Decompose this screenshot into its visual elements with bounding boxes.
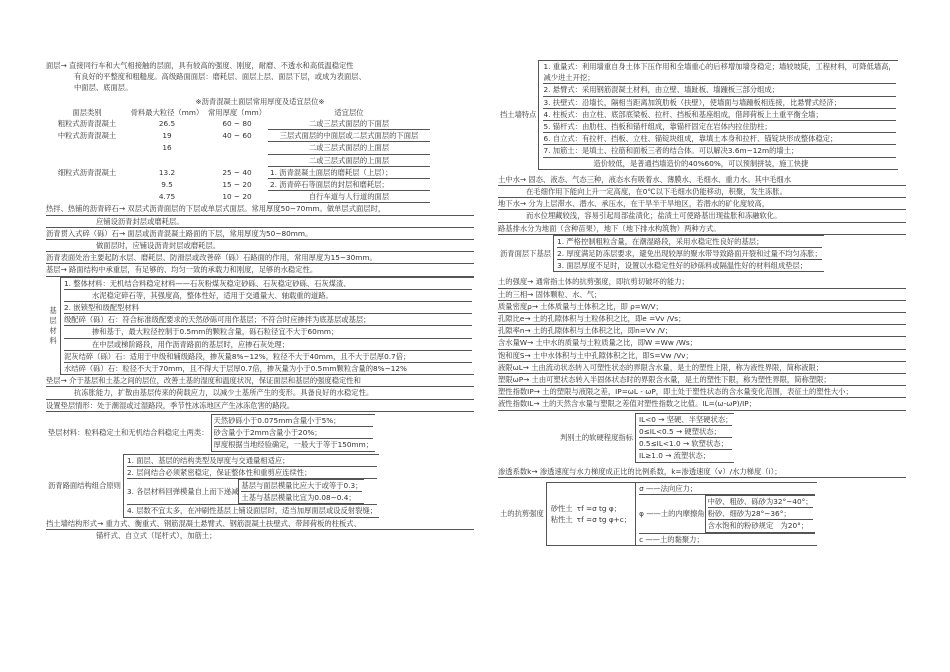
mix-cell-type xyxy=(46,154,128,166)
list-item: 3. 各层材料回弹模量自上而下递减 xyxy=(126,487,239,496)
penetration-macadam-1: 沥青贯入式碎（砾）石→ 面层或沥青混凝土路面的下层，常用厚度为50~80mm。 xyxy=(46,228,474,240)
cushion-layer-3: 设置垫层情形：处于潮湿或过湿路段，季节性冰冻地区产生冰冻危害的路段。 xyxy=(46,400,474,412)
groundwater-2: 而水位埋藏较浅，容易引起局部盐渍化；盐渍土可使路基出现盐胀和冻融软化。 xyxy=(498,210,906,222)
list-item: 2. 厚度满足防冻层要求，避免出现较厚的聚水带导致路面开裂和过量不均匀冻胀； xyxy=(557,248,822,260)
list-item: 基层与面层模量比应大于或等于0.3； xyxy=(241,480,362,492)
mix-cell-type: 中粒式沥青混凝土 xyxy=(57,131,117,141)
table-row xyxy=(46,130,430,142)
mix-header-thickness: 常用厚度（mm） xyxy=(208,107,266,117)
list-item: 0≤IL<0.5 → 硬塑状态； xyxy=(639,426,732,438)
list-item: 3. 面层厚度不足时，设置以水稳定性好的砂砾料或隔温性好的材料组成垫层； xyxy=(557,261,808,271)
cushion-layer-1: 垫层→ 介于基层和土基之间的层位，改善土基的湿度和温度状况，保证面层和基层的强度稳定性和 xyxy=(46,375,474,387)
surface-layer-intro-2: 有良好的平整度和粗糙度。高级路面面层：磨耗层、面层上层、面层下层，或成为表面层、 xyxy=(74,72,366,82)
list-item: 水泥稳定碎石等，其强度高，整体性好，适用于交通量大、轴载重的道路。 xyxy=(64,290,472,302)
pavement-base-block xyxy=(498,235,824,273)
list-item: 5. 锚杆式：由肋柱、挡板和锚杆组成，靠锚杆固定在岩体内拉住肋柱； xyxy=(543,121,896,133)
table-row xyxy=(46,118,430,130)
shear-soil-name: 砂性土 xyxy=(550,503,573,513)
list-item: 1. 严格控制粗粒含量，在潮湿路段，采用水稳定性良好的基层； xyxy=(557,236,822,248)
table-row xyxy=(46,154,430,166)
retaining-wall-types-2: 锚杆式、自立式（尾杆式），加筋土； xyxy=(96,530,217,540)
list-item: 1. 重量式：利用墙重自身土体下压作用和全墙重心的后移增加墙身稳定；墙较坡陡，工程材料，可降低墙高，减少进土开挖； xyxy=(543,61,896,84)
soil-property: 液性指数IL→ 土的天然含水量与塑限之差值对塑性指数之比值。IL=(ω-ωP)/IP； xyxy=(498,398,906,410)
shear-formula: τf =σ tg φ+c； xyxy=(576,514,632,524)
mix-table-title: ※沥青混凝土面层常用厚度及适宜层位※ xyxy=(195,96,325,106)
mix-cell-layer: 2. 沥青碎石等面层的封层和磨耗层； xyxy=(268,179,430,191)
list-item: 在中层或梯阶路段，用作沥青路面的基层时，应掺石灰处理； xyxy=(64,339,472,351)
mix-cell-type xyxy=(46,179,128,191)
drainage: 路基排水分为地面（含种苗果），地下（地下排水构筑物）两种方式。 xyxy=(498,223,906,235)
list-item: 2. 层间结合必须紧密稳定，保证整体性和重剪应连续性； xyxy=(127,467,377,479)
mix-cell-type xyxy=(46,142,128,154)
mix-table-header xyxy=(46,107,430,118)
list-item: 掺和基于，最大粒径控制于0.5mm的颗粒含量，砾石粒径宜不大于60mm； xyxy=(64,326,472,338)
list-item: 泥灰结碎（砾）石：适用于中级和辅级路段，掺灰量8%~12%，粒径不大于40mm，且不大于层厚0.7倍； xyxy=(64,351,472,363)
table-row xyxy=(46,142,430,154)
list-item: 造价较低，是普通挡墙造价的40%60%，可以预制拼装，施工快捷 xyxy=(593,158,809,168)
surface-treatment: 沥青表面处治主要起防水层、磨耗层、防滑层或改善碎（砾）石路面的作用，常用厚度为15~30mm。 xyxy=(46,252,474,264)
mix-cell-size: 26.5 xyxy=(158,119,176,129)
cushion-layer-2: 抗冻胀能力，扩散由基层传来的荷载应力，以减少土基所产生的变形。具备良好的水稳定性。 xyxy=(46,387,474,399)
base-material-label: 基层材料 xyxy=(49,305,57,345)
mix-cell-layer: 1. 沥青混凝土面层的磨耗层（上层）； xyxy=(268,166,430,178)
list-item: φ ——土的内摩擦角 xyxy=(639,509,705,519)
table-row xyxy=(46,166,430,178)
mix-cell-thickness: 10 ~ 20 xyxy=(222,192,252,202)
surface-layer-intro-3: 中面层、底面层。 xyxy=(74,83,133,93)
modulus-ratio-list xyxy=(239,479,365,503)
mix-cell-layer: 二或三层式面层的上面层 xyxy=(268,142,430,154)
soil-property: 孔隙比e→ 土的孔隙体积与土粒体积之比，即e =Vv /Vs； xyxy=(498,313,906,325)
principle-modulus-row xyxy=(127,479,365,504)
mix-cell-type: 粗粒式沥青混凝土 xyxy=(57,119,117,129)
list-item: 土基与基层模量比宜为0.08~0.4； xyxy=(241,493,356,503)
list-item: 级配碎（砾）石：符合标准级配要求的天然砂砾可用作基层；不符合时应掺拌为底基层或基层； xyxy=(64,314,472,326)
retaining-wall-list xyxy=(539,61,898,170)
soil-property: 孔隙率n→ 土的孔隙体积与土体积之比，即n=Vv /V； xyxy=(498,325,906,337)
permeability: 渗透系数k→ 渗透速度与水力梯度成正比的比例系数，k=渗透速度（v）/水力梯度（i）； xyxy=(498,466,906,478)
list-item: σ ——法向应力； xyxy=(639,483,814,495)
shear-soil-name: 粘性土 xyxy=(550,514,573,524)
list-item: IL<0 → 坚硬、半坚硬状态； xyxy=(639,414,732,426)
list-item: IL≥1.0 → 流塑状态； xyxy=(638,451,711,461)
list-item: 2. 嵌锁型和级配型材料 xyxy=(64,302,472,314)
list-item: 中砂、粗砂、砾砂为32°~40°； xyxy=(708,496,813,508)
list-item: 0.5≤IL<1.0 → 软塑状态； xyxy=(639,438,732,450)
consistency-list xyxy=(635,413,734,462)
mix-cell-size: 13.2 xyxy=(158,167,176,177)
mix-header-size: 骨料最大粒径（mm） xyxy=(130,107,204,117)
pavement-base-label: 沥青面层下基层 xyxy=(500,249,552,259)
mix-cell-thickness: 25 ~ 40 xyxy=(222,167,252,177)
retaining-wall-label: 挡土墙特点 xyxy=(500,110,537,120)
mix-cell-thickness xyxy=(206,142,268,154)
table-row xyxy=(46,179,430,191)
list-item: 砂含量小于2mm含量小于20%； xyxy=(214,427,374,439)
friction-angle-list xyxy=(705,495,814,532)
left-column xyxy=(46,60,474,541)
list-item: 1. 整体材料：无机结合料稳定材料——石灰粉煤灰稳定砂砾、石灰稳定砂砾、石灰煤渣、 xyxy=(64,278,472,290)
shear-strength-block xyxy=(498,482,817,546)
soil-property: 质量密度ρ→ 土体质量与土体积之比，即 ρ=W/V； xyxy=(498,301,906,313)
mix-cell-layer: 自行车道与人行道的面层 xyxy=(268,191,430,203)
mix-cell-thickness: 60 ~ 80 xyxy=(222,119,252,129)
mix-cell-thickness xyxy=(206,154,268,166)
list-item: c ——土的黏聚力； xyxy=(639,533,814,545)
soil-property: 土的三相→ 固体颗粒、水、气； xyxy=(498,289,906,301)
soil-property: 塑限ωP→ 土由可塑状态转入半固体状态时的界限含水量，是土的塑性下限，称为塑性界限，简称塑限； xyxy=(498,374,906,386)
list-item: 4. 层数不宜太多，在冲刷性基层上铺设面层时，适当加厚面层或设反射裂缝； xyxy=(126,506,378,516)
surface-layer-intro-1: 面层→ 直接同行车和大气相接触的层面，具有较高的强度、刚度，耐磨、不透水和高低温稳定性 xyxy=(46,61,354,70)
mix-cell-layer: 三层式面层的中面层或二层式面层的下面层 xyxy=(268,130,430,142)
list-item: 6. 自立式：有拉杆、挡板、立柱、锚锭块组成，靠填土本身和拉杆、锚锭块形成整体稳定； xyxy=(543,133,896,145)
soil-property: 液限ωL→ 土由流动状态转入可塑性状态的界限含水量，是土的塑性上限，称为液性界限，简称液限； xyxy=(498,362,906,374)
cushion-material-lead: 垫层材料：粒料稳定土和无机结合料稳定土两类： xyxy=(48,428,209,438)
cushion-material-list xyxy=(211,414,375,451)
soil-property: 土的强度→ 通常指土体的抗剪强度，即抗剪切破坏的能力； xyxy=(498,276,906,288)
mix-cell-type xyxy=(46,191,128,203)
cushion-material-block xyxy=(46,414,375,452)
list-item: 7. 加筋土：是填土、拉筋和面板三者的结合体。可以解决3.6m~12m的墙土； xyxy=(543,145,896,157)
list-item: 2. 悬臂式：采用钢筋混凝土材料，由立壁、墙趾板、墙踵板三部分组成； xyxy=(543,84,896,96)
groundwater-1: 地下水→ 分为上层滞水、潜水、承压水，在干旱半干旱地区，若潜水的矿化度较高， xyxy=(498,198,906,210)
mix-cell-size: 16 xyxy=(162,143,172,153)
pavement-base-list xyxy=(554,235,824,272)
mix-cell-type: 细粒式沥青混凝土 xyxy=(57,167,117,177)
mix-cell-size: 9.5 xyxy=(161,180,173,190)
soil-water-1: 土中水→ 固态、液态、气态三种，液态水有吸着水、薄膜水、毛细水、重力水。其中毛细水 xyxy=(498,174,906,186)
soil-property: 塑性指数IP→ 土的塑限与液限之差，IP=ωL - ωP，即土处于塑性状态的含水量变化范围，表征土的塑性大小； xyxy=(498,386,906,398)
mix-header-layer: 适宜层位 xyxy=(334,107,364,117)
consistency-label: 判别土的软硬程度指标 xyxy=(560,432,633,442)
shear-symbol-list xyxy=(636,482,817,545)
list-item: 粉砂、细砂为28°~36°； xyxy=(708,508,813,520)
mix-header-type: 面层类别 xyxy=(72,107,102,117)
asphalt-macadam-1: 热拌、热铺的沥青碎石→ 双层式沥青面层的下层或单层式面层。常用厚度50~70mm。做单层式面层时， xyxy=(46,203,474,215)
mix-cell-size: 4.75 xyxy=(158,192,176,202)
mix-cell-size xyxy=(128,154,206,166)
retaining-wall-types-1: 挡土墙结构形式→ 重力式、衡重式、钢筋混凝土悬臂式、钢筋混凝土扶壁式、带卸荷板的柱板式、 xyxy=(46,518,474,530)
base-layer-def: 基层→ 路面结构中承重层，有足够的、均匀一致的承载力和刚度，足够的水稳定性。 xyxy=(46,264,474,276)
mix-cell-layer: 二或三层式面层的下面层 xyxy=(268,118,430,130)
structure-principle-block xyxy=(46,454,379,518)
structure-principle-list xyxy=(123,454,379,517)
shear-strength-label: 土的抗剪强度 xyxy=(500,509,544,519)
soil-water-2: 在毛细作用下能向上升一定高度，在0℃以下毛细水仍能移动，积聚，发生冻胀。 xyxy=(498,186,906,198)
mix-cell-layer: 二或三层式面层的上面层 xyxy=(268,154,430,166)
list-item: 天然砂砾小于0.075mm含量小于5%； xyxy=(214,415,374,427)
soil-property: 饱和度S→ 土中水体积与土中孔隙体积之比，即S=Vw /Vv； xyxy=(498,350,906,362)
right-column xyxy=(498,60,906,546)
soil-property: 含水量W→ 土中水的质量与土粒质量之比，即W =Ww /Ws； xyxy=(498,337,906,349)
base-material-list xyxy=(61,277,475,375)
list-item: 水结碎（砾）石：粒径不大于70mm，且不得大于层厚0.7倍，掺灰量为小于0.5mm颗粒含量的8%~12% xyxy=(64,364,407,374)
table-row xyxy=(46,191,430,203)
mix-cell-thickness: 15 ~ 20 xyxy=(222,180,252,190)
mix-table xyxy=(46,107,430,204)
mix-cell-size: 19 xyxy=(162,131,172,141)
list-item: 含水饱和的粉砂规定 为20°； xyxy=(707,521,809,531)
list-item: 厚度根据当地经验确定，一般大于等于150mm； xyxy=(213,440,374,450)
structure-principle-label: 沥青路面结构组合原则 xyxy=(48,480,121,490)
mix-cell-thickness: 40 ~ 60 xyxy=(222,131,252,141)
shear-formula-list xyxy=(546,482,635,545)
asphalt-macadam-2: 应铺设沥青封层或磨耗层。 xyxy=(46,216,474,228)
base-material-block xyxy=(46,277,474,376)
list-item: 3. 扶壁式：沿墙长，隔相当距离加筑肋板（扶壁），使墙面与墙踵板相连接，比悬臂式经济； xyxy=(543,97,896,109)
penetration-macadam-2: 做面层时，应铺设沥青封层或磨耗层。 xyxy=(46,240,474,252)
shear-formula: τf =σ tg φ； xyxy=(576,503,621,513)
retaining-wall-block xyxy=(498,60,898,170)
list-item: 1. 面层、基层的结构类型及厚度与交通量相适应； xyxy=(127,455,377,467)
consistency-block xyxy=(558,413,734,463)
list-item: 4. 柱板式：由立柱、底部底梁板、拉杆、挡板和基座组成，借卸荷板上土重平衡全墙； xyxy=(543,109,896,121)
